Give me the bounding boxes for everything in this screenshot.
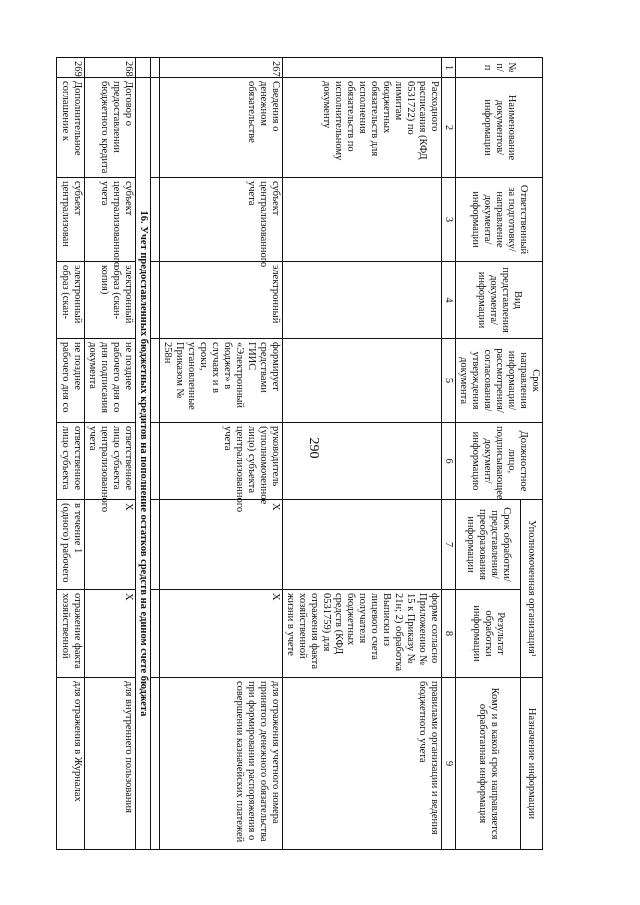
page-number: 290 [306, 437, 321, 459]
column-number-row [442, 58, 456, 850]
header-col7: Срок обработки/ представления/ преобразования информации [456, 500, 521, 590]
deadline [283, 339, 442, 423]
table-row [57, 58, 85, 850]
section-spacer [136, 58, 151, 78]
header-col8: Результат обработки информации [456, 590, 521, 678]
col-number: 4 [442, 262, 456, 339]
row-number: 269 [57, 58, 85, 78]
header-col3: Ответственный за подготовку/ направление документа/ информации [456, 178, 543, 262]
representation-form: электронный образ (скан-копия) [85, 262, 136, 339]
row-number: 267 [160, 58, 283, 78]
signer: руководитель (уполномоченное лицо) субъекта централизованного учета [160, 423, 283, 500]
processing-result: X [85, 590, 136, 678]
representation-form [283, 262, 442, 339]
col-number: 2 [442, 78, 456, 178]
document-table [56, 57, 543, 850]
header-col4: Вид представления документа/ информации [456, 262, 543, 339]
row-number: 268 [85, 58, 136, 78]
document-name: Расходного расписания (КФД 0531722) по лимитам бюджетных обязательств для исполнения обязательств по исполнительному документу [283, 78, 442, 178]
signer [283, 423, 442, 500]
deadline: не позднее рабочего дня со [57, 339, 85, 423]
deadline: не позднее рабочего дня со дня подписания документа [85, 339, 136, 423]
deadline: формирует средствами ГИИС «Электронный бюджет» в случаях и в сроки, установленные Приказом № 258н [160, 339, 283, 423]
header-col6: Должностное лицо, подписывающее документ/ информацию [456, 423, 543, 500]
processing-result: X [160, 590, 283, 678]
header-group-organization: Уполномоченная организация¹ [520, 500, 542, 678]
signer: ответственное лицо субъекта централизованного учета [85, 423, 136, 500]
document-name: Договор о предоставлении бюджетного кредита [85, 78, 136, 178]
header-col5: Срок направления информации/ рассмотрения/ согласования/ утверждения документа [456, 339, 543, 423]
representation-form: электронный [160, 262, 283, 339]
col-number: 5 [442, 339, 456, 423]
processing-term: X [160, 500, 283, 590]
destination: правилами организации и ведения бюджетного учета [283, 678, 442, 850]
section-row [136, 58, 151, 850]
processing-result: отражение факта хозяйственной [57, 590, 85, 678]
destination: для отражения в Журналах [57, 678, 85, 850]
header-col2: Наименование документов/ информации [456, 78, 543, 178]
row-number [283, 58, 442, 78]
col-number: 8 [442, 590, 456, 678]
header-col1: № п/п [456, 58, 543, 78]
header-col9: Кому и в какой срок направляется обработанная информация [456, 678, 521, 850]
col-number: 3 [442, 178, 456, 262]
processing-result: форме согласно Приложению № 15 к Приказу № 21н; 2) обработка Выписки из лицевого счета получателя бюджетных средств (КФД 0531759) для отражения факта хозяйственной жизни в учете [283, 590, 442, 678]
responsible: субъект централизованного учета [85, 178, 136, 262]
table-row [85, 58, 136, 850]
processing-term: в течение 1 (одного) рабочего [57, 500, 85, 590]
destination: для отражения учетного номера принятого денежного обязательства при формировании распоряжения о совершении казначейских платежей [160, 678, 283, 850]
col-number: 7 [442, 500, 456, 590]
destination: для внутреннего пользования [85, 678, 136, 850]
signer: ответственное лицо субъекта [57, 423, 85, 500]
responsible: субъект централизован [57, 178, 85, 262]
col-number: 6 [442, 423, 456, 500]
responsible [283, 178, 442, 262]
section-title: 16. Учет предоставленных бюджетных кредитов на пополнение остатков средств на едином счете бюджета [136, 78, 151, 850]
col-number: 1 [442, 58, 456, 78]
responsible: субъект централизованного учета [160, 178, 283, 262]
document-name: Сведения о денежном обязательстве [160, 78, 283, 178]
processing-term: X [85, 500, 136, 590]
col-number: 9 [442, 678, 456, 850]
table-row [283, 58, 442, 850]
spacer-row [151, 58, 160, 850]
header-col9-group: Назначение информации [520, 678, 542, 850]
document-name: Дополнительное соглашение к [57, 78, 85, 178]
table-row [160, 58, 283, 850]
processing-term [283, 500, 442, 590]
representation-form: электронный образ (скан- [57, 262, 85, 339]
rotated-page [60, 57, 543, 849]
